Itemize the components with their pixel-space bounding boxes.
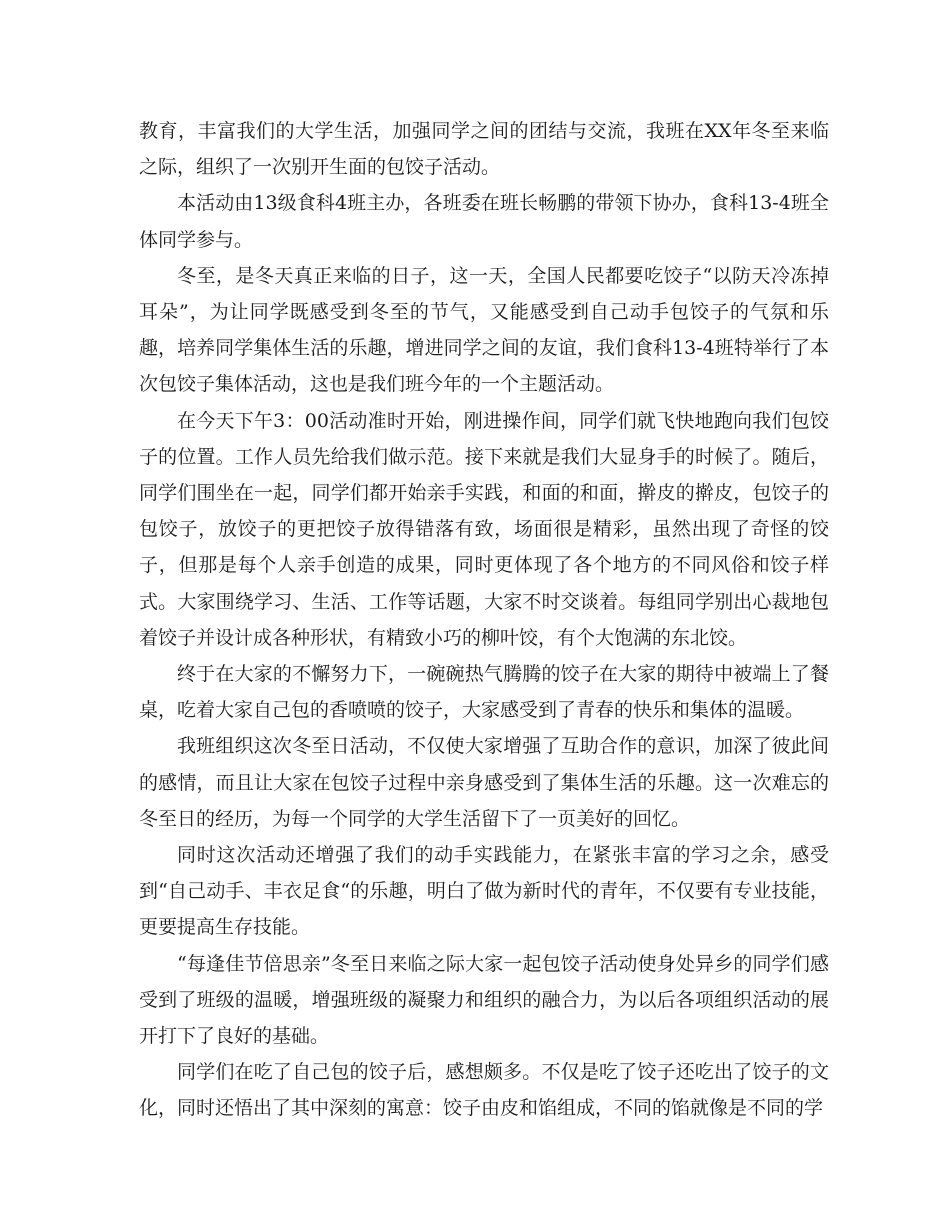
paragraph-7: 同时这次活动还增强了我们的动手实践能力，在紧张丰富的学习之余，感受到“自己动手、丰衣足食“的乐趣，明白了做为新时代的青年，不仅要有专业技能，更要提高生存技能。 bbox=[139, 844, 829, 939]
document-body bbox=[139, 113, 829, 1127]
paragraph-6: 我班组织这次冬至日活动，不仅使大家增强了互助合作的意识，加深了彼此间的感情，而且让大家在包饺子过程中亲身感受到了集体生活的乐趣。这一次难忘的冬至日的经历，为每一个同学的大学生活留下了一页美好的回忆。 bbox=[139, 735, 829, 830]
paragraph-8: “每逢佳节倍思亲”冬至日来临之际大家一起包饺子活动使身处异乡的同学们感受到了班级的温暖，增强班级的凝聚力和组织的融合力，为以后各项组织活动的展开打下了良好的基础。 bbox=[139, 952, 829, 1048]
paragraph-1: 教育，丰富我们的大学生活，加强同学之间的团结与交流，我班在XX年冬至来临之际，组织了一次别开生面的包饺子活动。 bbox=[139, 120, 829, 179]
paragraph-3: 冬至，是冬天真正来临的日子，这一天，全国人民都要吃饺子“以防天冷冻掉耳朵”，为让同学既感受到冬至的节气，又能感受到自己动手包饺子的气氛和乐趣，培养同学集体生活的乐趣，增进同学之间的友谊，我们食科13-4班特举行了本次包饺子集体活动，这也是我们班今年的一个主题活动。 bbox=[139, 264, 829, 396]
paragraph-2: 本活动由13级食科4班主办，各班委在班长畅鹏的带领下协办，食科13-4班全体同学参与。 bbox=[139, 192, 829, 251]
paragraph-4: 在今天下午3：00活动准时开始，刚进操作间，同学们就飞快地跑向我们包饺子的位置。工作人员先给我们做示范。接下来就是我们大显身手的时候了。随后，同学们围坐在一起，同学们都开始亲手实践，和面的和面，擀皮的擀皮，包饺子的包饺子，放饺子的更把饺子放得错落有致，场面很是精彩，虽然出现了奇怪的饺子，但那是每个人亲手创造的成果，同时更体现了各个地方的不同风俗和饺子样式。大家围绕学习、生活、工作等话题，大家不时交谈着。每组同学别出心裁地包着饺子并设计成各种形状，有精致小巧的柳叶饺，有个大饱满的东北饺。 bbox=[139, 409, 829, 649]
paragraph-9: 同学们在吃了自己包的饺子后，感想颇多。不仅是吃了饺子还吃出了饺子的文化，同时还悟出了其中深刻的寓意：饺子由皮和馅组成，不同的馅就像是不同的学 bbox=[139, 1061, 829, 1120]
paragraph-5: 终于在大家的不懈努力下，一碗碗热气腾腾的饺子在大家的期待中被端上了餐桌，吃着大家自己包的香喷喷的饺子，大家感受到了青春的快乐和集体的温暖。 bbox=[139, 663, 829, 722]
